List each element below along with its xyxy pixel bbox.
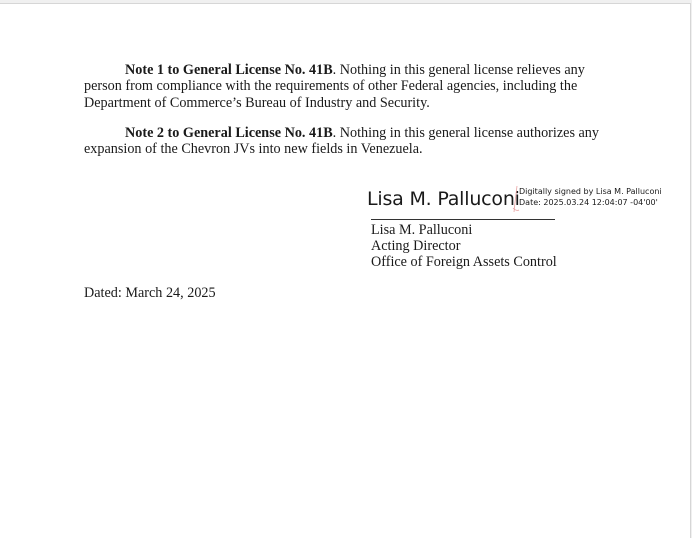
note-2-heading: Note 2 to General License No. 41B [125,125,333,141]
note-2-text: . Nothing in this general license authorizes any expansion of the Chevron JVs into new fields in Venezuela. [84,125,599,158]
note-2-paragraph [84,125,624,158]
digital-signature[interactable] [367,184,677,220]
signature-date: Date: 2025.03.24 12:04:07 -04'00' [519,197,658,207]
document-page [0,3,691,538]
signer-name: Lisa M. Palluconi [371,222,473,238]
note-1-paragraph [84,62,624,111]
dated-line: Dated: March 24, 2025 [84,285,216,301]
note-1-text: . Nothing in this general license relieves any person from compliance with the requirements of other Federal agencies, including the Department of Commerce’s Bureau of Industry and Security. [84,62,585,111]
note-1-heading: Note 1 to General License No. 41B [125,62,333,78]
signer-title: Acting Director [371,238,461,254]
signature-signed-by: Digitally signed by Lisa M. Palluconi [519,187,662,196]
signature-details [519,187,662,208]
signer-office: Office of Foreign Assets Control [371,254,557,270]
signer-block [371,222,557,270]
signature-line [371,219,555,220]
signature-name: Lisa M. Palluconi [367,188,520,210]
